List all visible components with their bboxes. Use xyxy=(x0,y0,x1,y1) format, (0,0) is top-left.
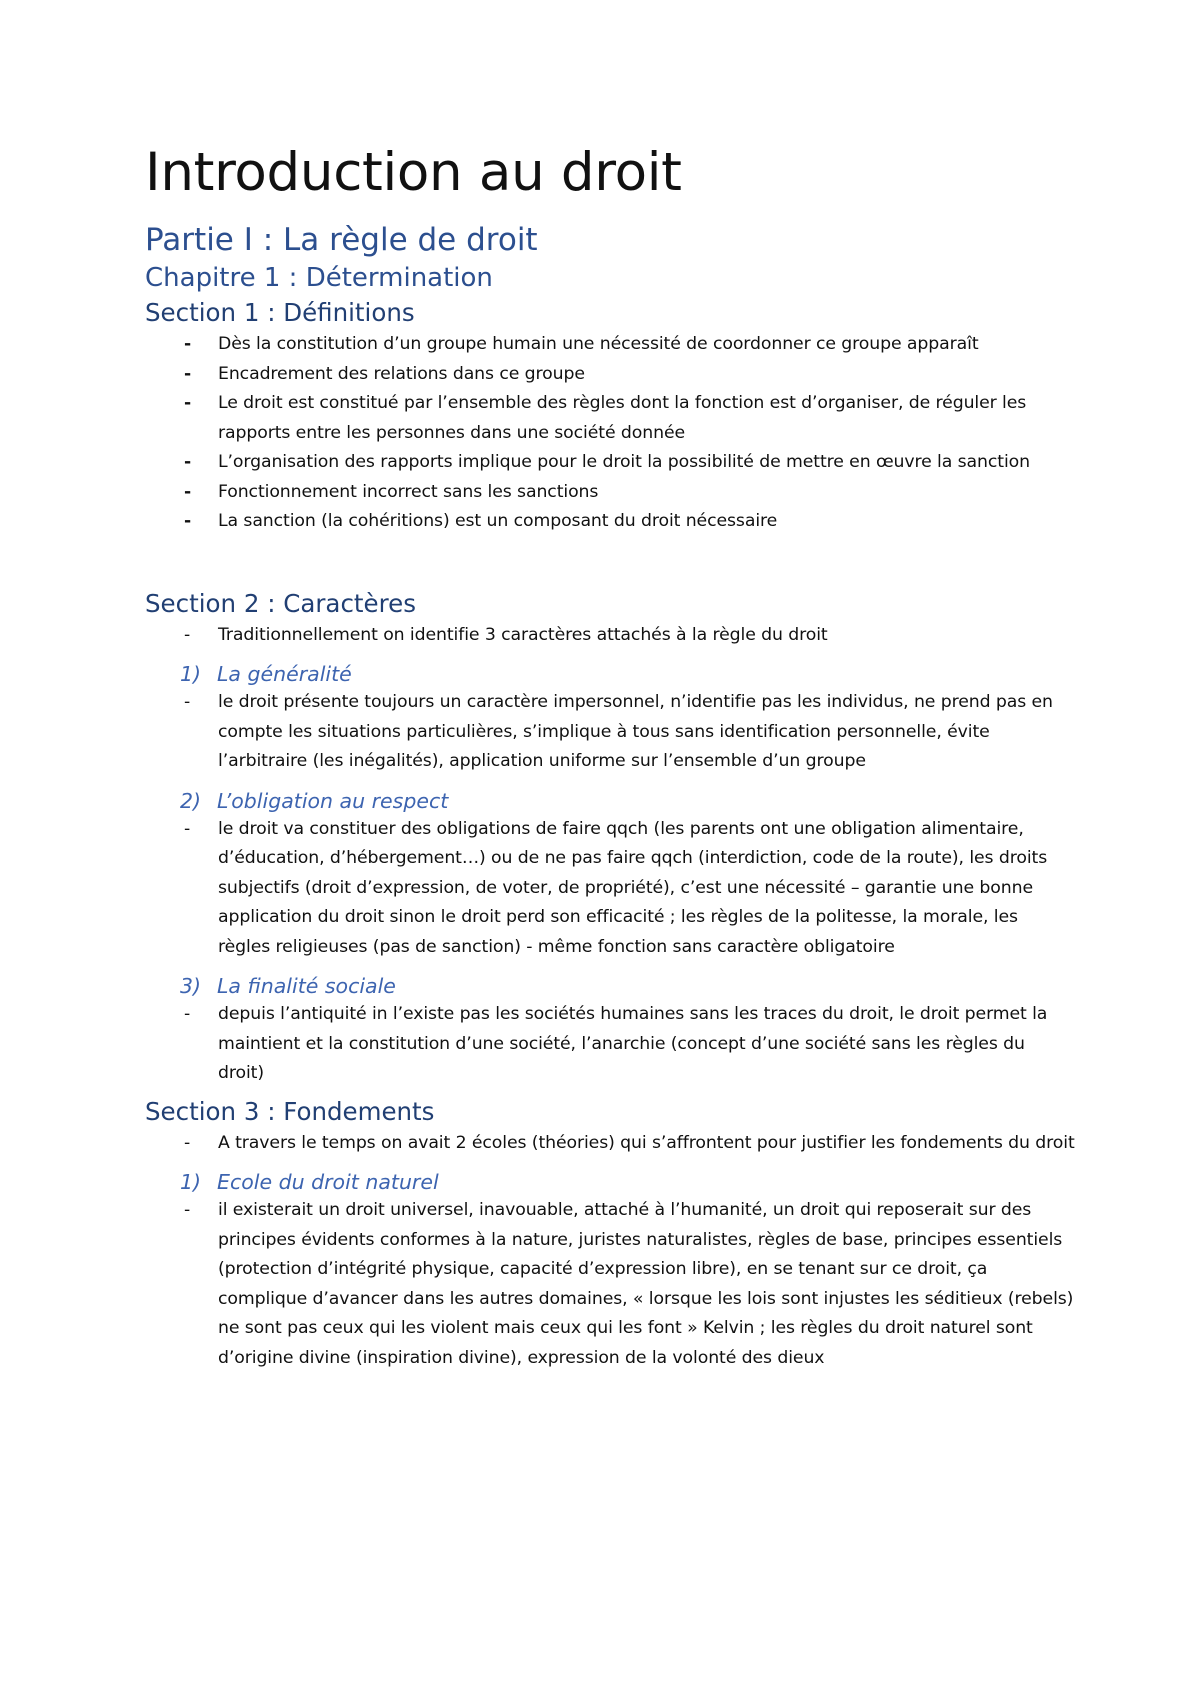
section-1-heading: Section 1 : Définitions xyxy=(145,298,415,327)
list-item: - le droit présente toujours un caractère impersonnel, n’identifie pas les individus, ne prend pas en compte les situations particulières, s’implique à tous sans identification personnelle, évite l’arbitraire (les inégalités), application uniforme sur l’ensemble d’un groupe xyxy=(145,688,1075,777)
part-heading: Partie I : La règle de droit xyxy=(145,222,538,258)
subheading-number: 3) xyxy=(180,974,202,998)
finalite-list xyxy=(145,1000,1075,1089)
document-body xyxy=(145,138,1075,1373)
section-2-heading: Section 2 : Caractères xyxy=(145,588,416,618)
section-1-list xyxy=(145,330,1075,537)
section-2-intro-list xyxy=(145,621,1075,651)
list-item: - le droit va constituer des obligations de faire qqch (les parents ont une obligation alimentaire, d’éducation, d’hébergement…) ou de ne pas faire qqch (interdiction, code de la route), les droits subjectifs (droit d’expression, de voter, de propriété), c’est une nécessité – garantie une bonne application du droit sinon le droit perd son efficacité ; les règles de la politesse, la morale, les règles religieuses (pas de sanction) - même fonction sans caractère obligatoire xyxy=(145,815,1075,963)
subheading-number: 2) xyxy=(180,788,202,813)
list-item: - Traditionnellement on identifie 3 caractères attachés à la règle du droit xyxy=(145,621,1075,651)
list-item: - il existerait un droit universel, inavouable, attaché à l’humanité, un droit qui reposerait sur des principes évidents conformes à la nature, juristes naturalistes, règles de base, principes essentiels (protection d’intégrité physique, capacité d’expression libre), en se tenant sur ce droit, ça complique d’avancer dans les autres domaines, « lorsque les lois sont injustes les séditieux (rebels) ne sont pas ceux qui les violent mais ceux qui les font » Kelvin ; les règles du droit naturel sont d’origine divine (inspiration divine), expression de la volonté des dieux xyxy=(145,1196,1075,1373)
subheading-finalite xyxy=(180,972,1075,1000)
list-item: - Encadrement des relations dans ce groupe xyxy=(145,360,1075,390)
list-item: - A travers le temps on avait 2 écoles (théories) qui s’affrontent pour justifier les fondements du droit xyxy=(145,1129,1075,1159)
subheading-number: 1) xyxy=(180,1170,202,1194)
list-item: - Fonctionnement incorrect sans les sanctions xyxy=(145,478,1075,508)
droit-naturel-list xyxy=(145,1196,1075,1373)
subheading-generalite xyxy=(180,660,1075,688)
section-3-heading: Section 3 : Fondements xyxy=(145,1096,435,1126)
chapter-heading: Chapitre 1 : Détermination xyxy=(145,263,493,293)
list-item: - Dès la constitution d’un groupe humain une nécessité de coordonner ce groupe apparaît xyxy=(145,330,1075,360)
obligation-list xyxy=(145,815,1075,963)
list-item: - L’organisation des rapports implique pour le droit la possibilité de mettre en œuvre la sanction xyxy=(145,448,1075,478)
document-title: Introduction au droit xyxy=(145,142,682,203)
list-item: - Le droit est constitué par l’ensemble des règles dont la fonction est d’organiser, de réguler les rapports entre les personnes dans une société donnée xyxy=(145,389,1075,448)
list-item: - depuis l’antiquité in l’existe pas les sociétés humaines sans les traces du droit, le droit permet la maintient et la constitution d’une société, l’anarchie (concept d’une société sans les règles du droit) xyxy=(145,1000,1075,1089)
subheading-title: L’obligation au respect xyxy=(217,788,449,813)
subheading-obligation xyxy=(180,787,1075,815)
list-item: - La sanction (la cohéritions) est un composant du droit nécessaire xyxy=(145,507,1075,537)
generalite-list xyxy=(145,688,1075,777)
subheading-title: La généralité xyxy=(217,662,352,686)
subheading-title: La finalité sociale xyxy=(217,974,396,998)
subheading-number: 1) xyxy=(180,662,202,686)
subheading-droit-naturel xyxy=(180,1168,1075,1196)
section-3-intro-list xyxy=(145,1129,1075,1159)
subheading-title: Ecole du droit naturel xyxy=(217,1170,439,1194)
